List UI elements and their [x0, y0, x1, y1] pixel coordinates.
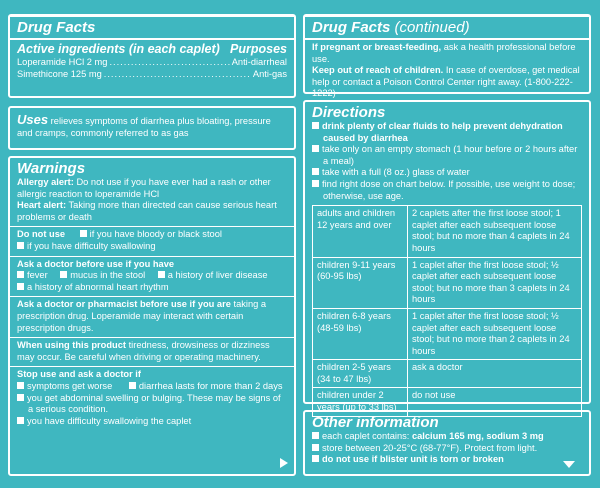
bullet-icon [312, 180, 319, 187]
drug-facts-title: Drug Facts [17, 19, 96, 36]
purposes-header: Purposes [230, 42, 287, 56]
warnings-title: Warnings [17, 160, 86, 177]
continue-arrow-icon [280, 458, 288, 468]
dose-age-cell: children 6-8 years (48-59 lbs) [313, 308, 408, 359]
drug-facts-box [8, 14, 296, 98]
when-using-text: tiredness, drowsiness or dizziness may occur. Be careful when driving or operating machinery. [17, 340, 270, 362]
pregnant-label: If pregnant or breast-feeding, [312, 42, 442, 52]
drug-facts-continued-box [303, 14, 591, 99]
stop-use-label: Stop use and ask a doctor if [17, 369, 141, 380]
uses-title: Uses [17, 112, 49, 127]
dose-amount-cell: ask a doctor [408, 360, 582, 388]
dose-amount-cell: 1 caplet after the first loose stool; ½ caplet after each subsequent loose stool; but no more than 3 caplets in 24 hours [408, 257, 582, 308]
bullet-icon [158, 271, 165, 278]
uses-box [8, 106, 296, 150]
ask-pharmacist-text: taking a prescription drug. Loperamide may interact with certain prescription drugs. [17, 299, 267, 333]
bullet-icon [17, 417, 24, 424]
list-item: drink plenty of clear fluids to help prevent dehydration caused by diarrhea [312, 121, 582, 144]
list-item: store between 20-25°C (68-77°F). Protect from light. [312, 443, 582, 455]
right-column [303, 14, 591, 476]
continued-label: (continued) [394, 19, 470, 36]
bullet-icon [129, 382, 136, 389]
list-item: diarrhea lasts for more than 2 days [129, 381, 283, 391]
dose-amount-cell: 1 caplet after the first loose stool; ½ caplet after each subsequent loose stool; but no more than 2 caplets in 24 hours [408, 308, 582, 359]
bullet-icon [80, 230, 87, 237]
bullet-icon [60, 271, 67, 278]
warnings-box [8, 156, 296, 476]
when-using-label: When using this product [17, 340, 126, 351]
list-item: a history of liver disease [158, 270, 268, 280]
continue-down-arrow-icon [563, 461, 575, 468]
left-column [8, 14, 296, 476]
ask-doctor-label: Ask a doctor before use if you have [17, 258, 175, 269]
list-item: if you have difficulty swallowing [17, 241, 287, 253]
bullet-icon [17, 271, 24, 278]
list-item: you have difficulty swallowing the caplet [17, 416, 287, 428]
allergy-alert-text: Do not use if you have ever had a rash or other allergic reaction to loperamide HCl [17, 177, 271, 199]
list-item: a history of abnormal heart rhythm [17, 282, 287, 294]
table-row [313, 308, 582, 359]
list-item: do not use if blister unit is torn or broken [312, 454, 582, 466]
do-not-use-label: Do not use [17, 229, 66, 240]
bullet-icon [312, 455, 319, 462]
other-information-box [303, 410, 591, 476]
keep-out-of-reach-label: Keep out of reach of children. [312, 65, 444, 76]
dose-amount-cell: 2 caplets after the first loose stool; 1 caplet after each subsequent loose stool; but no more than 4 caplets in 24 hours [408, 206, 582, 257]
active-ingredients-header: Active ingredients (in each caplet) [17, 42, 220, 56]
ask-pharmacist-label: Ask a doctor or pharmacist before use if you are [17, 299, 231, 310]
bullet-icon [17, 283, 24, 290]
dose-age-cell: children 9-11 years (60-95 lbs) [313, 257, 408, 308]
table-row [313, 360, 582, 388]
bullet-icon [17, 242, 24, 249]
list-item: take with a full (8 oz.) glass of water [312, 167, 582, 179]
directions-box [303, 100, 591, 413]
list-item: take only on an empty stomach (1 hour before or 2 hours after a meal) [312, 144, 582, 167]
heart-alert-label: Heart alert: [17, 200, 67, 211]
ingredient-row: Loperamide HCl 2 mg ..... Anti-diarrheal [17, 57, 287, 69]
table-row [313, 257, 582, 308]
bullet-icon [17, 394, 24, 401]
drug-facts-continued-title: Drug Facts [312, 19, 391, 36]
caplet-contents-values: calcium 165 mg, sodium 3 mg [411, 431, 544, 441]
bullet-icon [312, 145, 319, 152]
list-item: you get abdominal swelling or bulging. These may be signs of a serious condition. [17, 393, 287, 416]
list-item: symptoms get worse [17, 381, 112, 391]
bullet-icon [312, 444, 319, 451]
pregnant-text: ask a health professional before use. [312, 42, 576, 64]
directions-title: Directions [312, 104, 386, 121]
bullet-icon [312, 168, 319, 175]
bullet-icon [312, 122, 319, 129]
list-item: fever [17, 270, 48, 280]
keep-out-of-reach-text: In case of overdose, get medical help or contact a Poison Control Center right away. (1-800-222-1222) [312, 65, 580, 99]
allergy-alert-label: Allergy alert: [17, 177, 74, 187]
uses-text: relieves symptoms of diarrhea plus bloating, pressure and cramps, commonly referred to as gas [17, 116, 271, 138]
list-item: each caplet contains: calcium 165 mg, sodium 3 mg [312, 431, 582, 443]
table-row [313, 206, 582, 257]
dose-age-cell: adults and children 12 years and over [313, 206, 408, 257]
list-item: mucus in the stool [60, 270, 145, 280]
bullet-icon [17, 382, 24, 389]
bullet-icon [312, 432, 319, 439]
dosage-table [312, 205, 582, 417]
list-item: if you have bloody or black stool [80, 229, 222, 239]
dose-age-cell: children 2-5 years (34 to 47 lbs) [313, 360, 408, 388]
dose-age-cell: children under 2 years (up to 33 lbs) [313, 388, 408, 416]
list-item: find right dose on chart below. If possible, use weight to dose; otherwise, use age. [312, 179, 582, 202]
heart-alert-text: Taking more than directed can cause serious heart problems or death [17, 200, 277, 222]
ingredient-row: Simethicone 125 mg ..... Anti-gas [17, 69, 287, 81]
other-information-title: Other information [312, 414, 439, 431]
dose-amount-cell: do not use [408, 388, 582, 416]
